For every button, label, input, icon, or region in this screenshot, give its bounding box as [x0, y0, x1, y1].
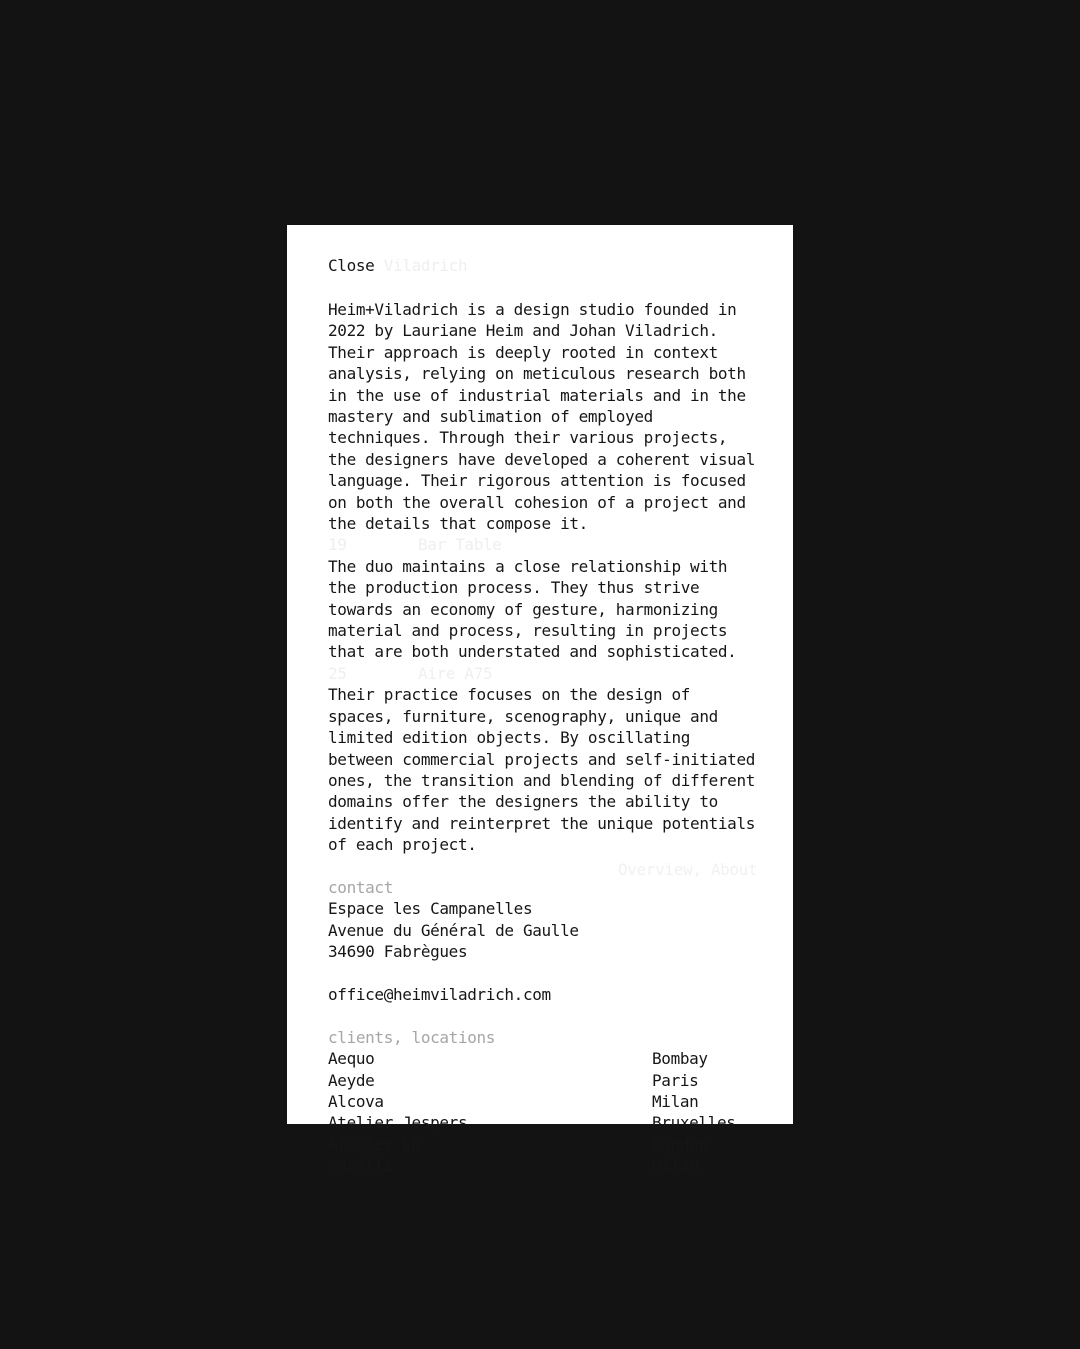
about-paragraph-3: Their practice focuses on the design of spaces, furniture, scenography, unique and limited edition objects. By oscillating between commercial projects and self-initiated ones, the transition and blending of different domains offer the designers the ability to identify and reinterpret the unique potentials of each project. — [328, 685, 756, 855]
email-link-text[interactable]: office@heimviladrich.com — [328, 984, 551, 1004]
client-location: Milan — [652, 1156, 699, 1176]
ghost-project-number: 25 — [328, 663, 347, 683]
client-location: London — [652, 1134, 708, 1154]
client-location: Paris — [652, 1070, 699, 1090]
clients-label: clients, locations — [328, 1027, 496, 1047]
client-row — [328, 1048, 758, 1069]
client-name: Atelier Jespers — [328, 1113, 468, 1133]
client-row — [328, 1134, 758, 1155]
ghost-project-number: 19 — [328, 535, 347, 555]
client-row — [328, 1070, 758, 1091]
ghost-project-row — [328, 534, 758, 555]
client-name: Atelier LK — [328, 1134, 421, 1154]
ghost-project-title: Aire A75 — [418, 663, 493, 683]
client-name: Alcova — [328, 1091, 384, 1111]
client-name: Caselli — [328, 1156, 393, 1176]
ghost-title: Viladrich — [383, 256, 468, 275]
about-paragraph-1: Heim+Viladrich is a design studio founded in 2022 by Lauriane Heim and Johan Viladrich. Their approach is deeply rooted in context analysis, relying on meticulous research both in the use of industrial materials and in the mastery and sublimation of employed techniques. Through their various projects, the designers have developed a coherent visual language. Their rigorous attention is focused on both the overall cohesion of a project and the details that compose it. — [328, 300, 756, 534]
client-row — [328, 1112, 758, 1133]
clients-list — [328, 1048, 758, 1176]
client-name: Aequo — [328, 1049, 375, 1069]
client-location: Bruxelles — [652, 1113, 736, 1133]
ghost-project-row — [328, 663, 758, 684]
about-content — [328, 255, 758, 1176]
spacer — [328, 1005, 758, 1026]
address-line: 34690 Fabrègues — [328, 942, 468, 962]
client-name: Aeyde — [328, 1070, 375, 1090]
client-row — [328, 1091, 758, 1112]
client-location: Bombay — [652, 1049, 708, 1069]
client-row — [328, 1155, 758, 1176]
about-panel — [287, 225, 793, 1176]
close-button[interactable]: Close — [328, 256, 375, 275]
spacer — [328, 963, 758, 984]
panel-header — [328, 255, 758, 277]
address-line: Avenue du Général de Gaulle — [328, 920, 579, 940]
client-location: Milan — [652, 1091, 699, 1111]
ghost-project-title: Bar Table — [418, 535, 502, 555]
contact-label: contact — [328, 877, 393, 897]
address-line: Espace les Campanelles — [328, 899, 533, 919]
about-paragraph-2: The duo maintains a close relationship with the production process. They thus strive towards an economy of gesture, harmonizing material and process, resulting in projects that are both understated and sophisticated. — [328, 556, 737, 662]
ghost-nav: Overview, About — [618, 860, 758, 879]
email-link[interactable] — [328, 984, 758, 1005]
